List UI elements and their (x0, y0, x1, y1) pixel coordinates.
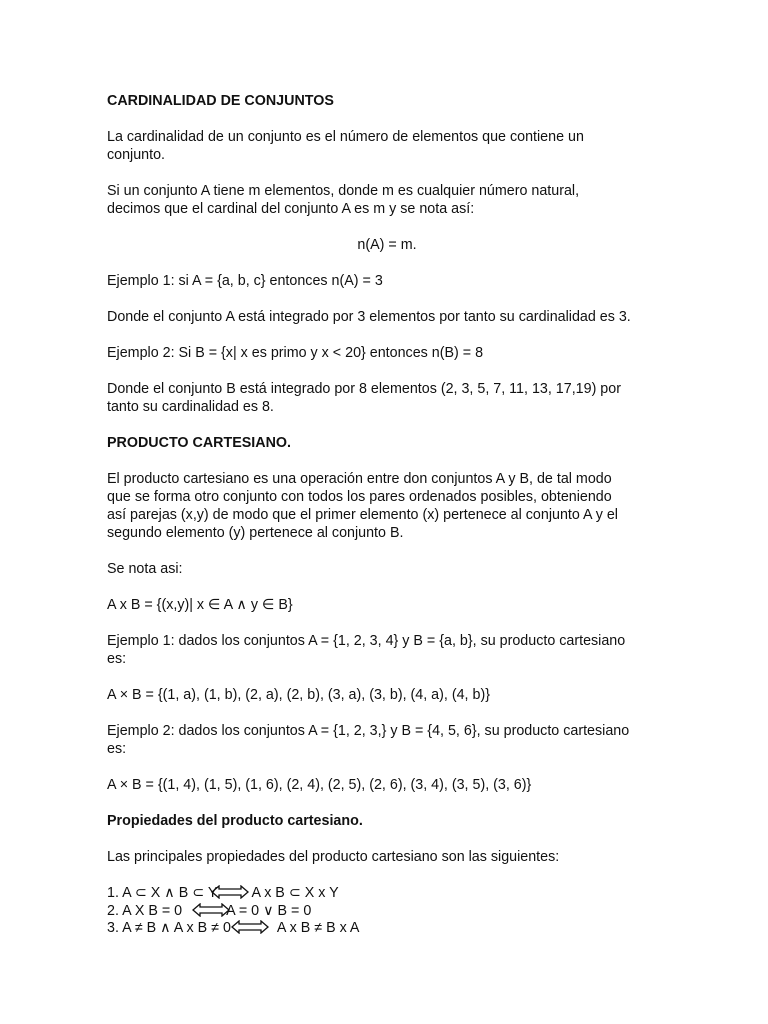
properties-list (107, 884, 667, 937)
cartesian-example-1-result: A × B = {(1, a), (1, b), (2, a), (2, b), (3, a), (3, b), (4, a), (4, b)} (107, 687, 490, 703)
cartesian-definition-line-3: así parejas (x,y) de modo que el primer elemento (x) pertenece al conjunto A y el (107, 507, 618, 523)
cartesian-notation-intro: Se nota asi: (107, 561, 183, 577)
cardinality-heading: CARDINALIDAD DE CONJUNTOS (107, 93, 334, 109)
property-2-right: A = 0 ∨ B = 0 (226, 902, 312, 919)
cartesian-example-1-line-1: Ejemplo 1: dados los conjuntos A = {1, 2, 3, 4} y B = {a, b}, su producto cartesiano (107, 633, 626, 649)
cartesian-heading: PRODUCTO CARTESIANO. (107, 435, 292, 451)
document-page (107, 92, 667, 937)
cartesian-definition-line-1: El producto cartesiano es una operación entre don conjuntos A y B, de tal modo (107, 471, 612, 487)
double-arrow-icon (231, 920, 269, 934)
cardinality-example-2-explanation-line-1: Donde el conjunto B está integrado por 8 elementos (2, 3, 5, 7, 11, 13, 17,19) por (107, 381, 621, 397)
cartesian-example-1-line-2: es: (107, 651, 127, 667)
properties-intro: Las principales propiedades del producto cartesiano son las siguientes: (107, 849, 560, 865)
double-arrow-icon (211, 885, 249, 899)
property-2-left: 2. A X B = 0 (107, 902, 183, 919)
cardinality-example-1-explanation: Donde el conjunto A está integrado por 3 elementos por tanto su cardinalidad es 3. (107, 309, 631, 325)
cardinality-example-1: Ejemplo 1: si A = {a, b, c} entonces n(A) = 3 (107, 273, 383, 289)
cartesian-notation: A x B = {(x,y)| x ∈ A ∧ y ∈ B} (107, 597, 293, 613)
cartesian-example-2-line-2: es: (107, 741, 127, 757)
cardinality-example-2: Ejemplo 2: Si B = {x| x es primo y x < 20} entonces n(B) = 8 (107, 345, 484, 361)
cardinality-definition-line-2: conjunto. (107, 147, 166, 163)
cardinality-rule-line-2: decimos que el cardinal del conjunto A es m y se nota así: (107, 201, 475, 217)
property-item-3 (107, 919, 667, 937)
cartesian-definition-line-2: que se forma otro conjunto con todos los pares ordenados posibles, obteniendo (107, 489, 612, 505)
cardinality-formula: n(A) = m. (357, 237, 417, 253)
cartesian-definition-line-4: segundo elemento (y) pertenece al conjunto B. (107, 525, 404, 541)
property-1-right: A x B ⊂ X x Y (251, 885, 339, 901)
cardinality-example-2-explanation-line-2: tanto su cardinalidad es 8. (107, 399, 274, 415)
cardinality-definition-line-1: La cardinalidad de un conjunto es el número de elementos que contiene un (107, 129, 584, 145)
cartesian-example-2-result: A × B = {(1, 4), (1, 5), (1, 6), (2, 4), (2, 5), (2, 6), (3, 4), (3, 5), (3, 6)} (107, 777, 532, 793)
property-item-1 (107, 884, 667, 902)
property-item-2 (107, 902, 667, 920)
double-arrow-icon (192, 903, 230, 917)
property-3-right: A x B ≠ B x A (276, 920, 360, 936)
property-3-left: 3. A ≠ B ∧ A x B ≠ 0 (107, 920, 231, 936)
properties-heading: Propiedades del producto cartesiano. (107, 813, 363, 829)
cardinality-rule-line-1: Si un conjunto A tiene m elementos, donde m es cualquier número natural, (107, 183, 580, 199)
property-1-left: 1. A ⊂ X ∧ B ⊂ Y (107, 885, 218, 901)
cartesian-example-2-line-1: Ejemplo 2: dados los conjuntos A = {1, 2, 3,} y B = {4, 5, 6}, su producto cartesiano (107, 723, 630, 739)
